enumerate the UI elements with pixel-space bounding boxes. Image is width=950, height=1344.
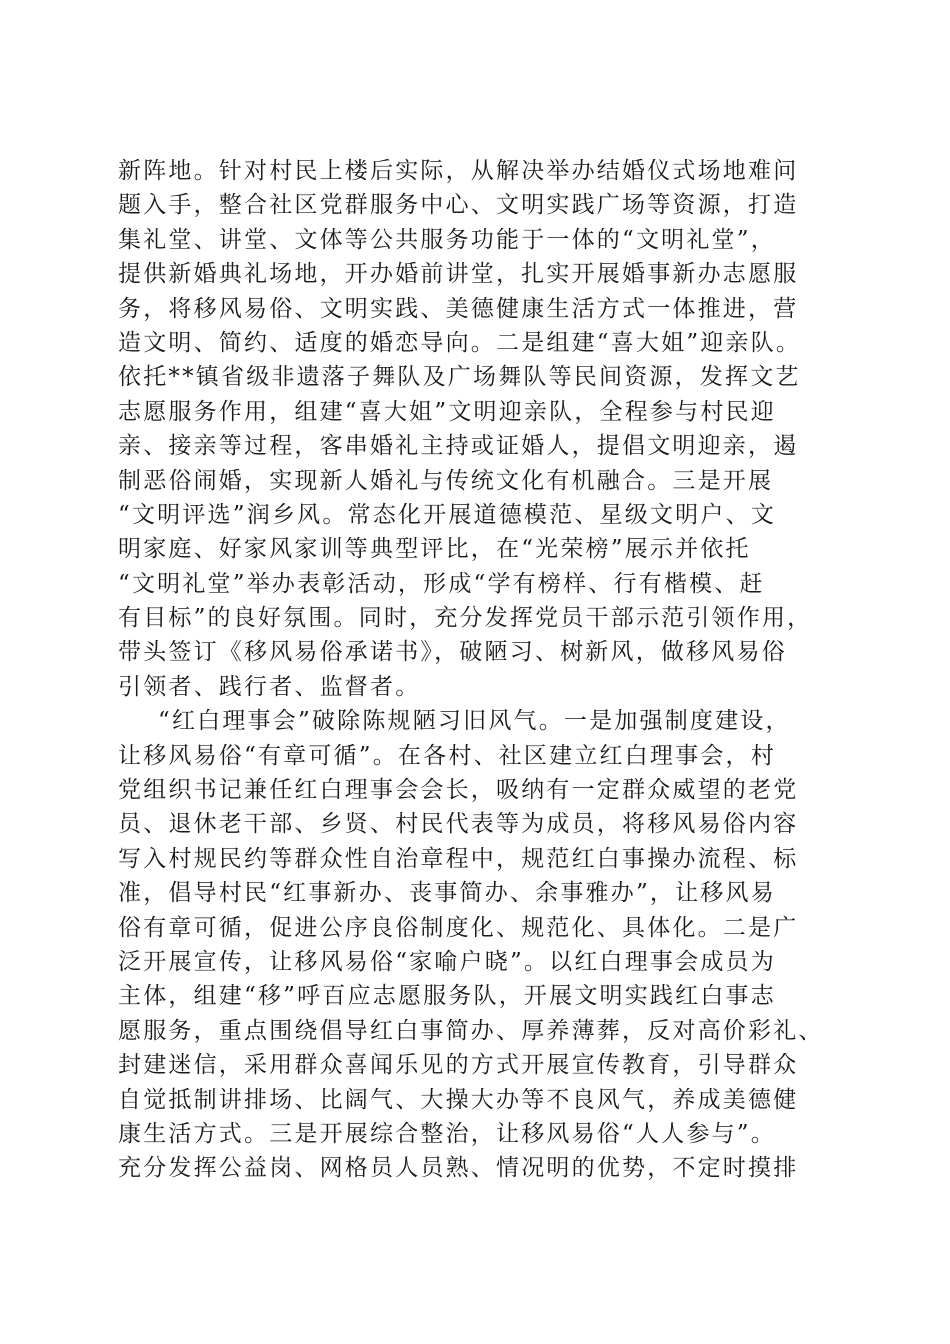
- paragraph-start-line: “红白理事会”破除陈规陋习旧风气。一是加强制度建设，: [158, 708, 791, 735]
- text-line: 充分发挥公益岗、网格员人员熟、情况明的优势，不定时摸排: [118, 1155, 799, 1182]
- text-line: 康生活方式。三是开展综合整治，让移风易俗“人人参与”。: [118, 1120, 776, 1147]
- text-line: 泛开展宣传，让移风易俗“家喻户晓”。以红白理事会成员为: [118, 948, 776, 975]
- text-line: 准，倡导村民“红事新办、丧事简办、余事雅办”，让移风易: [118, 880, 776, 907]
- text-line: 写入村规民约等群众性自治章程中，规范红白事操办流程、标: [118, 845, 799, 872]
- text-line: 俗有章可循，促进公序良俗制度化、规范化、具体化。二是广: [118, 914, 799, 941]
- text-line: “文明礼堂”举办表彰活动，形成“学有榜样、行有楷模、赶: [118, 570, 765, 597]
- text-line: 新阵地。针对村民上楼后实际，从解决举办结婚仪式场地难问: [118, 158, 799, 184]
- text-line: 愿服务，重点围绕倡导红白事简办、厚养薄葬，反对高价彩礼、: [118, 1017, 824, 1044]
- text-line: 志愿服务作用，组建“喜大姐”文明迎亲队，全程参与村民迎: [118, 398, 776, 425]
- text-line: 务，将移风易俗、文明实践、美德健康生活方式一体推进，营: [118, 295, 799, 322]
- text-line: 制恶俗闹婚，实现新人婚礼与传统文化有机融合。三是开展: [118, 467, 774, 494]
- body-text: [118, 154, 838, 1186]
- text-line: 带头签订《移风易俗承诺书》，破陋习、树新风，做移风易俗: [118, 639, 787, 666]
- text-line: 造文明、简约、适度的婚恋导向。二是组建“喜大姐”迎亲队。: [118, 329, 802, 356]
- text-line: 有目标”的良好氛围。同时，充分发挥党员干部示范引领作用，: [118, 605, 813, 632]
- text-line: 主体，组建“移”呼百应志愿服务队，开展文明实践红白事志: [118, 983, 776, 1010]
- text-line: 明家庭、好家风家训等典型评比，在“光荣榜”展示并依托: [118, 536, 751, 563]
- text-line: 提供新婚典礼场地，开办婚前讲堂，扎实开展婚事新办志愿服: [118, 261, 799, 288]
- text-line: 依托**镇省级非遗落子舞队及广场舞队等民间资源，发挥文艺: [118, 364, 801, 391]
- text-line: 亲、接亲等过程，客串婚礼主持或证婚人，提倡文明迎亲，遏: [118, 433, 799, 460]
- text-line: 员、退休老干部、乡贤、村民代表等为成员，将移风易俗内容: [118, 811, 799, 838]
- text-line: 集礼堂、讲堂、文体等公共服务功能于一体的“文明礼堂”，: [118, 226, 776, 253]
- text-line: 自觉抵制讲排场、比阔气、大操大办等不良风气，养成美德健: [118, 1086, 799, 1113]
- text-line: 题入手，整合社区党群服务中心、文明实践广场等资源，打造: [118, 192, 799, 219]
- text-line: 让移风易俗“有章可循”。在各村、社区建立红白理事会，村: [118, 742, 776, 769]
- text-line: 封建迷信，采用群众喜闻乐见的方式开展宣传教育，引导群众: [118, 1052, 799, 1079]
- text-line: 党组织书记兼任红白理事会会长，吸纳有一定群众威望的老党: [118, 777, 799, 804]
- text-line: “文明评选”润乡风。常态化开展道德模范、星级文明户、文: [118, 501, 776, 528]
- text-line: 引领者、践行者、监督者。: [118, 673, 421, 700]
